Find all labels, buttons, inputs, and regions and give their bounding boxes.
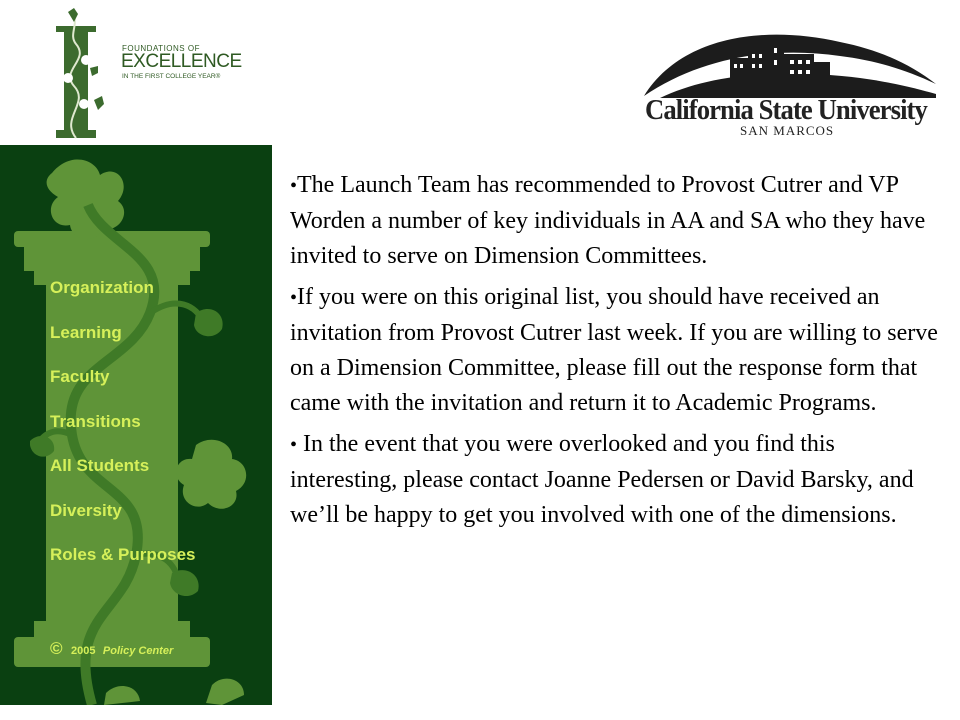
nav-item-diversity[interactable]: Diversity [50, 500, 122, 520]
copyright-center: Policy Center [102, 645, 174, 657]
bullet-marker: • [290, 287, 298, 309]
nav-item-organization[interactable]: Organization [50, 278, 154, 297]
nav-item-faculty[interactable]: Faculty [50, 367, 110, 386]
csusm-logo [640, 28, 940, 143]
foundations-line1: FOUNDATIONS OF [122, 44, 200, 53]
bullet-item [290, 168, 940, 274]
nav-item-learning[interactable]: Learning [50, 322, 122, 342]
bullet-item [290, 280, 940, 421]
foundations-line3: IN THE FIRST COLLEGE YEAR® [122, 73, 221, 80]
campus-skyline-icon [640, 28, 940, 100]
campus-name: SAN MARCOS [740, 123, 835, 138]
copyright-year: 2005 [70, 645, 96, 657]
dimensions-nav [50, 277, 196, 589]
copyright-notice [50, 639, 173, 659]
dimensions-sidebar [0, 145, 272, 705]
university-name: California State University [645, 94, 927, 126]
nav-item-all-students[interactable]: All Students [50, 456, 150, 475]
bullet-marker: • [290, 175, 298, 197]
bullet-marker: • [290, 434, 298, 456]
bullet-text: The Launch Team has recommended to Provost Cutrer and VP Worden a number of key individuals in AA and SA who they have invited to serve on Dimension Committees. [290, 172, 926, 269]
pillar-vine-logo-icon [50, 8, 110, 142]
foundations-logo [50, 8, 242, 142]
copyright-symbol: © [50, 639, 63, 658]
bullet-text: If you were on this original list, you should have received an invitation from Provost Cutrer last week. If you are willing to serve on a Dimension Committee, please fill out the response form that came with the invitation and return it to Academic Programs. [290, 284, 938, 416]
slide-content [290, 168, 940, 539]
foundations-line2: EXCELLENCE [121, 51, 242, 72]
nav-item-roles-purposes[interactable]: Roles & Purposes [50, 545, 196, 564]
bullet-item [290, 427, 940, 533]
nav-item-transitions[interactable]: Transitions [50, 411, 141, 431]
bullet-text: In the event that you were overlooked and you find this interesting, please contact Joanne Pedersen or David Barsky, and we’ll be happy to get you involved with one of the dimensions. [290, 431, 914, 528]
